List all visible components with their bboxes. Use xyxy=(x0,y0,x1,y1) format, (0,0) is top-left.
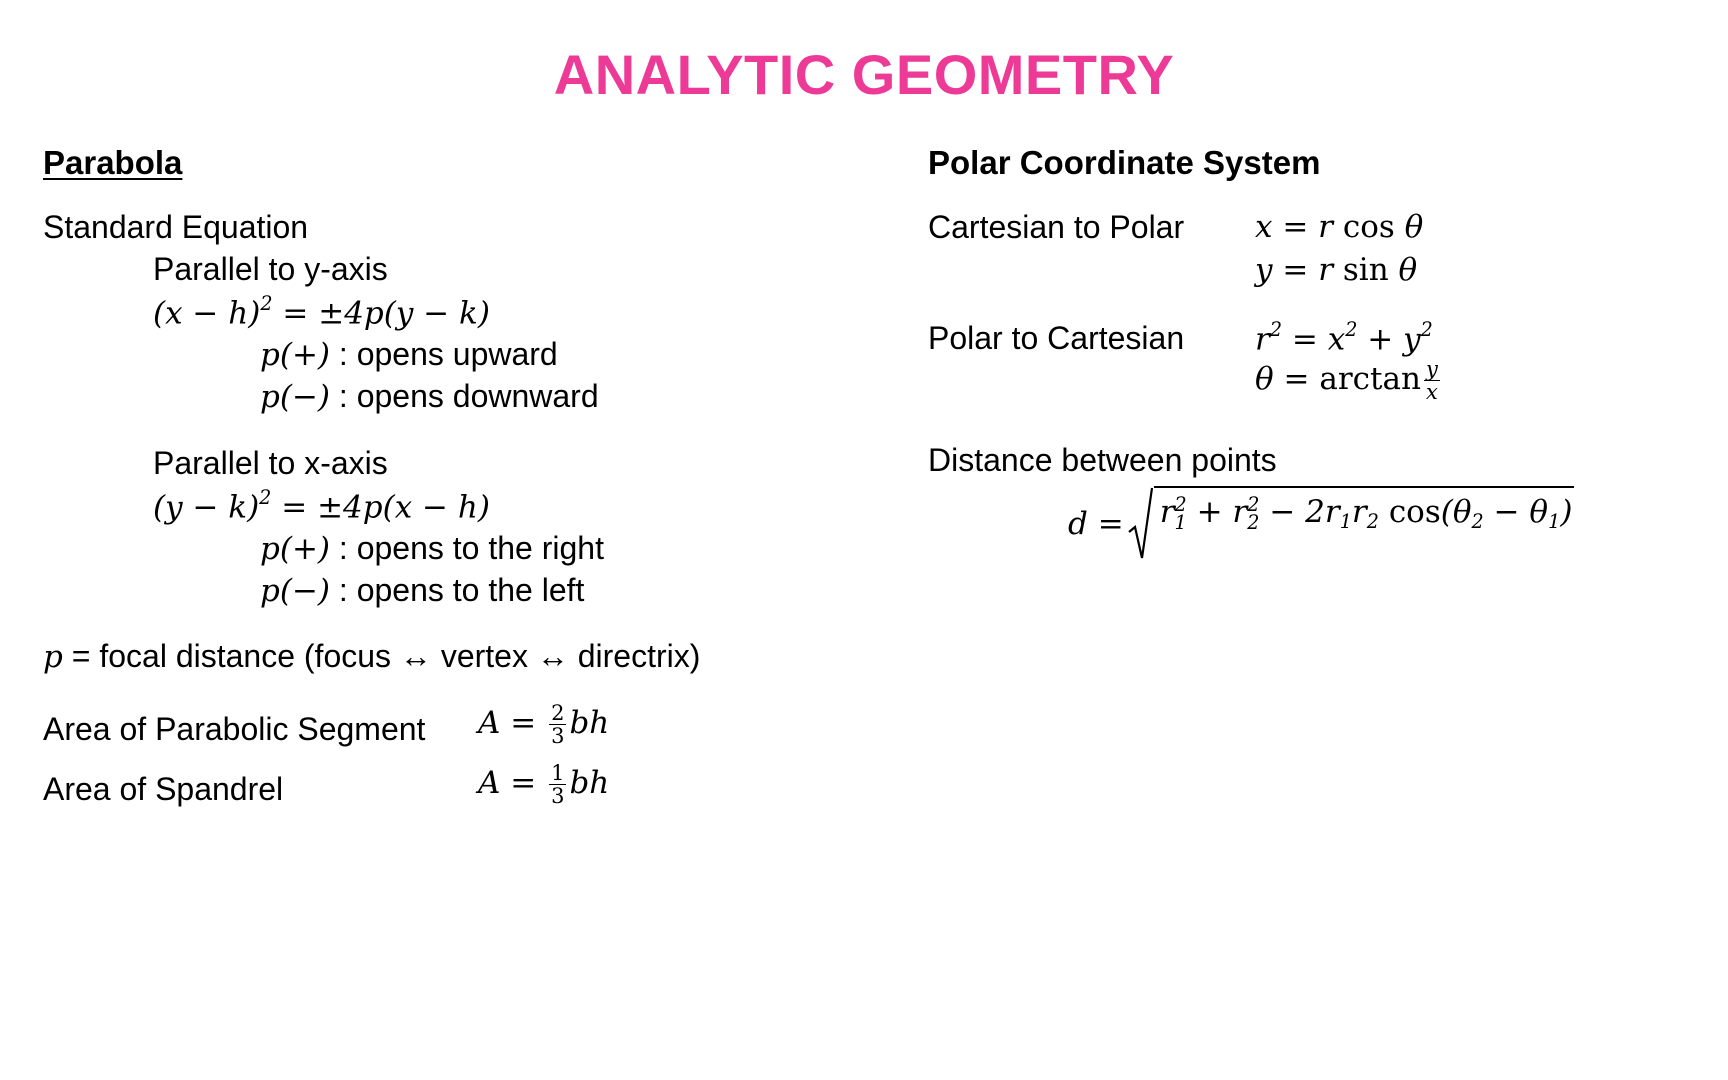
focal-distance-line: p = focal distance (focus ↔ vertex ↔ directrix) xyxy=(43,638,701,675)
theta-arctan-equation: θ = arctan $\frac{y}{x}$ xyxy=(1255,357,1438,405)
parabolic-segment-formula: A = $\frac{2}{3}$ bh xyxy=(478,701,610,749)
parabolic-segment-label: Area of Parabolic Segment xyxy=(43,711,426,747)
x-equals-rcos: x = r cos θ xyxy=(1255,209,1424,245)
radical-sign xyxy=(1128,486,1575,562)
page-title: ANALYTIC GEOMETRY xyxy=(553,43,1175,106)
y-axis-case-up: p(+) : opens upward xyxy=(260,336,558,373)
spandrel-formula: A = $\frac{1}{3}$ bh xyxy=(478,761,610,809)
polar-to-cartesian-label: Polar to Cartesian xyxy=(928,320,1185,356)
parabola-heading: Parabola xyxy=(43,144,183,181)
radicand: r 2 1 + r 2 2 − $2r_1r_2$ $\cos(\theta_2 - \theta_1)$ xyxy=(1154,486,1575,562)
standard-equation-label: Standard Equation xyxy=(43,209,309,245)
distance-formula: d = r 2 1 + r 2 2 − $2r_1r_2$ $\cos(\theta_2 - \theta_1)$ xyxy=(1068,486,1574,562)
cartesian-to-polar-label: Cartesian to Polar xyxy=(928,209,1185,245)
r-squared-equation: $r^2 = x^2 + y^2$ xyxy=(1255,318,1433,358)
distance-label: Distance between points xyxy=(928,442,1277,478)
y-axis-case-down: p(−) : opens downward xyxy=(260,378,599,415)
y-axis-equation: $(x - h)^2 = \pm 4p(y - k)$ xyxy=(153,292,490,332)
y-axis-label: Parallel to y-axis xyxy=(153,251,388,287)
y-equals-rsin: y = r sin θ xyxy=(1255,252,1418,288)
sqrt-icon xyxy=(1128,486,1154,562)
x-axis-label: Parallel to x-axis xyxy=(153,445,388,481)
polar-heading: Polar Coordinate System xyxy=(928,144,1321,181)
x-axis-case-right: p(+) : opens to the right xyxy=(260,530,604,567)
x-axis-case-left: p(−) : opens to the left xyxy=(260,572,585,609)
x-axis-equation: $(y - k)^2 = \pm 4p(x - h)$ xyxy=(153,486,490,526)
spandrel-label: Area of Spandrel xyxy=(43,771,284,807)
